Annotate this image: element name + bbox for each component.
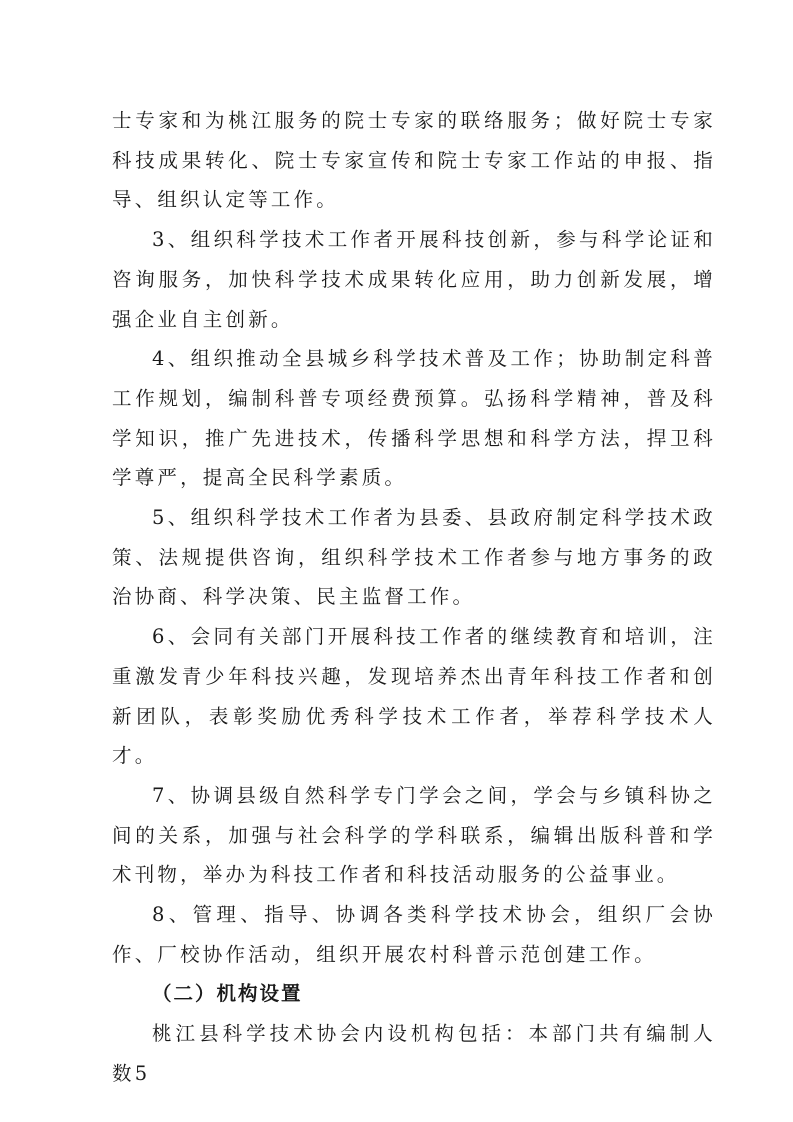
paragraph-item-7: 7、协调县级自然科学专门学会之间，学会与乡镇科协之间的关系，加强与社会科学的学科联系，编辑出版科普和学术刊物，举办为科技工作者和科技活动服务的公益事业。 — [112, 783, 716, 887]
paragraph-item-6: 6、会同有关部门开展科技工作者的继续教育和培训，注重激发青少年科技兴趣，发现培养杰出青年科技工作者和创新团队，表彰奖励优秀科学技术工作者，举荐科学技术人才。 — [112, 625, 716, 768]
paragraph-continuation: 士专家和为桃江服务的院士专家的联络服务；做好院士专家科技成果转化、院士专家宣传和院士专家工作站的申报、指导、组织认定等工作。 — [112, 109, 716, 212]
paragraph-item-3: 3、组织科学技术工作者开展科技创新，参与科学论证和咨询服务，加快科学技术成果转化应用，助力创新发展，增强企业自主创新。 — [112, 228, 716, 331]
paragraph-org-setup: 桃江县科学技术协会内设机构包括：本部门共有编制人数5 — [112, 1022, 716, 1085]
paragraph-item-8: 8、管理、指导、协调各类科学技术协会，组织厂会协作、厂校协作活动，组织开展农村科普示范创建工作。 — [112, 903, 716, 966]
document-body — [112, 101, 716, 1094]
paragraph-item-5: 5、组织科学技术工作者为县委、县政府制定科学技术政策、法规提供咨询，组织科学技术工作者参与地方事务的政治协商、科学决策、民主监督工作。 — [112, 506, 716, 609]
paragraph-item-4: 4、组织推动全县城乡科学技术普及工作；协助制定科普工作规划，编制科普专项经费预算。弘扬科学精神，普及科学知识，推广先进技术，传播科学思想和科学方法，捍卫科学尊严，提高全民科学素质。 — [112, 347, 716, 490]
section-heading: （二）机构设置 — [152, 982, 303, 1006]
